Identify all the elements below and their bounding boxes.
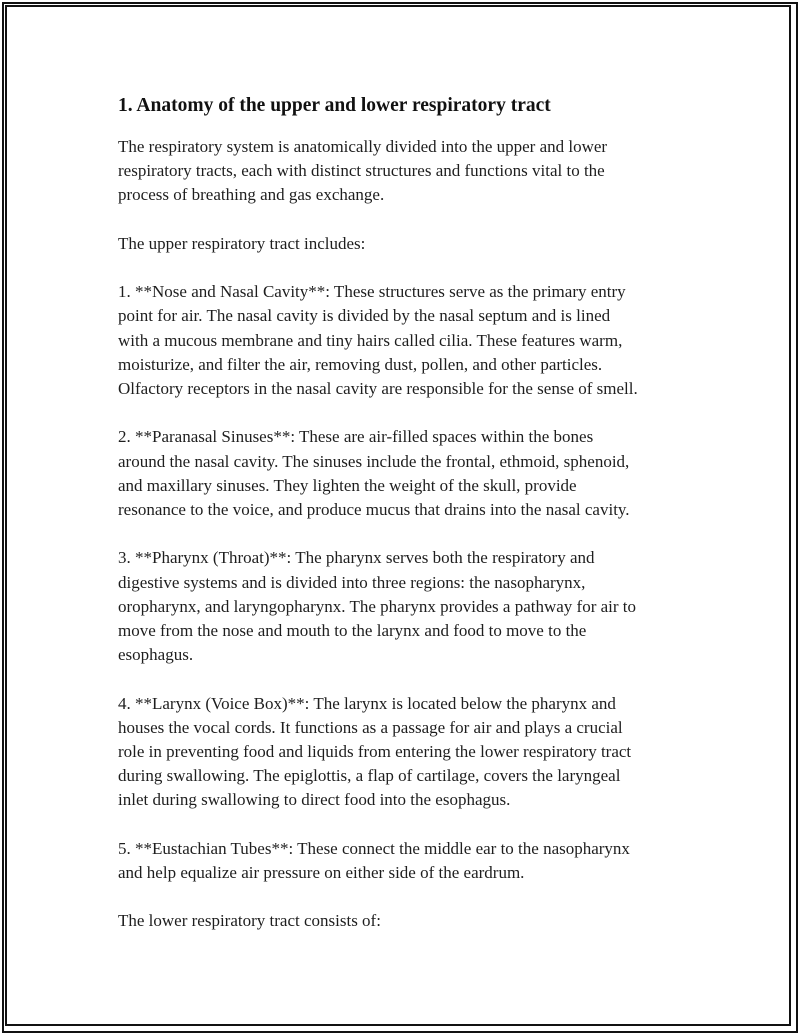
paragraph-line: 2. **Paranasal Sinuses**: These are air-filled spaces within the bones	[118, 427, 594, 447]
list-item-sinuses	[118, 425, 698, 522]
paragraph-line: moisturize, and filter the air, removing dust, pollen, and other particles.	[118, 354, 603, 374]
paragraph-lower-intro	[118, 909, 698, 933]
paragraph-line: 5. **Eustachian Tubes**: These connect the middle ear to the nasopharynx	[118, 838, 630, 858]
paragraph-spacer	[118, 522, 698, 546]
document-body	[118, 92, 698, 934]
paragraph-line: 4. **Larynx (Voice Box)**: The larynx is located below the pharynx and	[118, 693, 616, 713]
paragraph-spacer	[118, 401, 698, 425]
paragraph-spacer	[118, 667, 698, 691]
section-heading: 1. Anatomy of the upper and lower respiratory tract	[118, 95, 551, 116]
paragraph-spacer	[118, 813, 698, 837]
paragraph-line: The respiratory system is anatomically divided into the upper and lower	[118, 137, 608, 156]
paragraph-line: 3. **Pharynx (Throat)**: The pharynx serves both the respiratory and	[118, 548, 595, 568]
paragraph-line: digestive systems and is divided into three regions: the nasopharynx,	[118, 572, 586, 592]
list-item-larynx	[118, 692, 698, 813]
paragraph-spacer	[118, 256, 698, 280]
paragraph-line: houses the vocal cords. It functions as a passage for air and plays a crucial	[118, 717, 623, 737]
paragraph-line: resonance to the voice, and produce mucus that drains into the nasal cavity.	[118, 500, 630, 519]
paragraph-line: role in preventing food and liquids from entering the lower respiratory tract	[118, 742, 632, 761]
paragraph-line: 1. **Nose and Nasal Cavity**: These structures serve as the primary entry	[118, 282, 626, 302]
paragraph-line: around the nasal cavity. The sinuses include the frontal, ethmoid, sphenoid,	[118, 451, 630, 471]
paragraph-line: The lower respiratory tract consists of:	[118, 911, 381, 931]
paragraph-line: respiratory tracts, each with distinct structures and functions vital to the	[118, 161, 605, 181]
paragraph-line: point for air. The nasal cavity is divided by the nasal septum and is lined	[118, 306, 611, 326]
paragraph-line: Olfactory receptors in the nasal cavity are responsible for the sense of smell.	[118, 379, 638, 398]
paragraph-line: oropharynx, and laryngopharynx. The pharynx provides a pathway for air to	[118, 596, 637, 616]
list-item-pharynx	[118, 546, 698, 667]
paragraph-spacer	[118, 885, 698, 909]
paragraph-line: during swallowing. The epiglottis, a flap of cartilage, covers the laryngeal	[118, 766, 621, 786]
paragraph-line: esophagus.	[118, 645, 194, 665]
paragraph-line: process of breathing and gas exchange.	[118, 185, 385, 205]
paragraph-line: inlet during swallowing to direct food into the esophagus.	[118, 790, 511, 810]
paragraph-line: and help equalize air pressure on either side of the eardrum.	[118, 863, 525, 882]
paragraph-line: move from the nose and mouth to the larynx and food to move to the	[118, 621, 587, 640]
paragraph-line: with a mucous membrane and tiny hairs called cilia. These features warm,	[118, 330, 623, 350]
paragraph-upper-intro	[118, 232, 698, 256]
list-item-nose	[118, 280, 698, 401]
paragraph-spacer	[118, 208, 698, 232]
paragraph-intro	[118, 135, 698, 208]
list-item-eustachian	[118, 837, 698, 885]
paragraph-line: The upper respiratory tract includes:	[118, 233, 366, 253]
paragraph-line: and maxillary sinuses. They lighten the weight of the skull, provide	[118, 475, 577, 495]
